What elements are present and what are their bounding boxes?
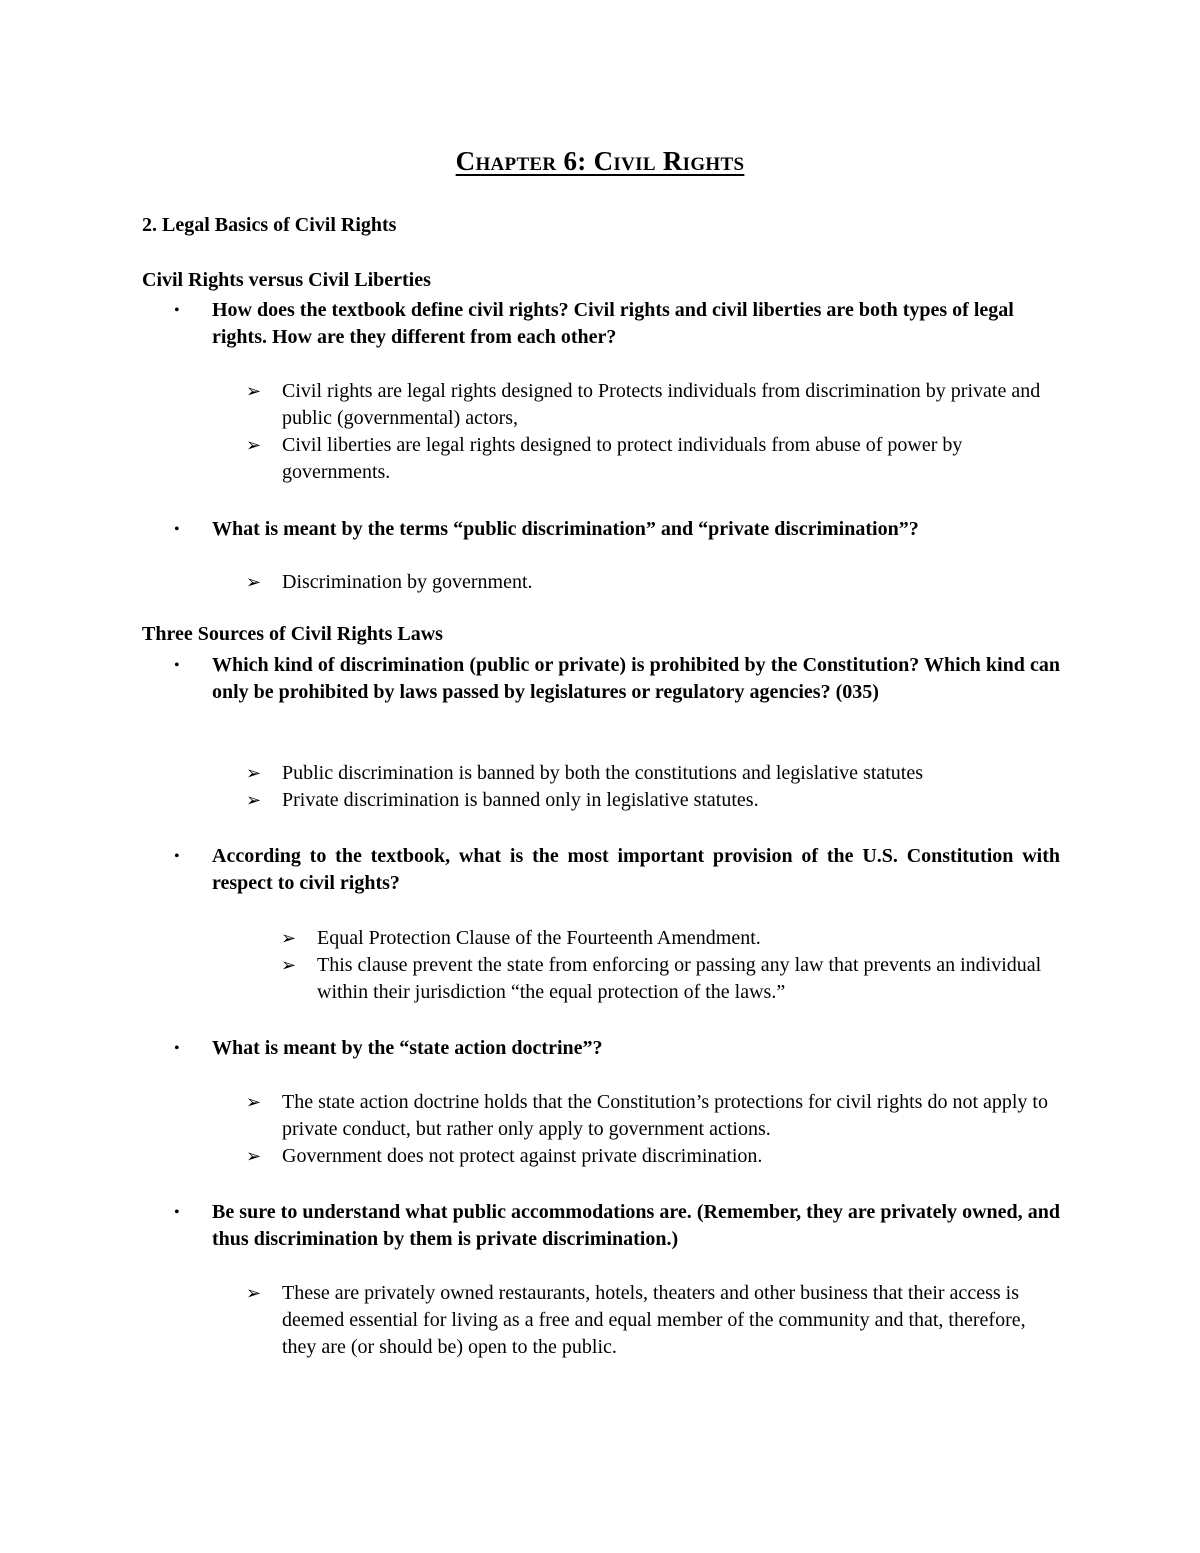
question-text: Which kind of discrimination (public or private) is prohibited by the Constitution? Which kind can only be prohibited by laws passed by legislatures or regulatory agencies? (035) [212, 654, 1060, 703]
answer-text: Equal Protection Clause of the Fourteenth Amendment. [317, 927, 761, 949]
answer-text: Public discrimination is banned by both the constitutions and legislative statutes [282, 762, 924, 784]
arrow-bullet-icon: ➢ [246, 1146, 262, 1166]
answer-text: The state action doctrine holds that the Constitution’s protections for civil rights do not apply to private conduct, but rather only apply to government actions. [282, 1091, 1048, 1140]
answer-item [246, 1280, 1062, 1361]
arrow-bullet-icon: ➢ [281, 928, 297, 948]
answer-text: Discrimination by government. [282, 571, 533, 593]
answer-item [246, 569, 1062, 596]
answer-item [281, 952, 1062, 1006]
answer-text: Private discrimination is banned only in legislative statutes. [282, 789, 759, 811]
arrow-bullet-icon: ➢ [246, 1283, 262, 1303]
bullet-icon: • [174, 302, 180, 319]
question-item [174, 1035, 1060, 1062]
question-item [174, 652, 1060, 706]
question-item [174, 516, 1060, 543]
answer-text: Government does not protect against private discrimination. [282, 1145, 763, 1167]
answer-item [246, 378, 1062, 432]
bullet-icon: • [174, 848, 180, 865]
answer-text: This clause prevent the state from enforcing or passing any law that prevents an individual within their jurisdiction “the equal protection of the laws.” [317, 954, 1042, 1003]
arrow-bullet-icon: ➢ [246, 572, 262, 592]
answer-item [246, 787, 1062, 814]
page-title: Chapter 6: Civil Rights [455, 146, 745, 176]
answer-item [246, 760, 1062, 787]
question-text: According to the textbook, what is the most important provision of the U.S. Constitution with respect to civil rights? [212, 845, 1060, 894]
bullet-icon: • [174, 1040, 180, 1057]
bullet-icon: • [174, 657, 180, 674]
question-text: Be sure to understand what public accommodations are. (Remember, they are privately owned, and thus discrimination by them is private discrimination.) [212, 1201, 1060, 1250]
arrow-bullet-icon: ➢ [246, 763, 262, 783]
question-item [174, 843, 1060, 897]
arrow-bullet-icon: ➢ [246, 381, 262, 401]
answer-item [246, 1089, 1062, 1143]
subheading-civil-rights-vs-liberties: Civil Rights versus Civil Liberties [142, 269, 431, 291]
answer-item [246, 1143, 1062, 1170]
question-text: How does the textbook define civil rights? Civil rights and civil liberties are both types of legal rights. How are they different from each other? [212, 299, 1014, 348]
question-text: What is meant by the “state action doctrine”? [212, 1037, 603, 1059]
question-item [174, 1199, 1060, 1253]
arrow-bullet-icon: ➢ [246, 435, 262, 455]
answer-item [281, 925, 1062, 952]
answer-text: These are privately owned restaurants, hotels, theaters and other business that their access is deemed essential for living as a free and equal member of the community and that, therefore, they are (or should be) open to the public. [282, 1282, 1026, 1358]
question-item [174, 297, 1060, 351]
section-heading: 2. Legal Basics of Civil Rights [142, 214, 397, 236]
question-text: What is meant by the terms “public discrimination” and “private discrimination”? [212, 518, 919, 540]
subheading-three-sources: Three Sources of Civil Rights Laws [142, 623, 443, 645]
arrow-bullet-icon: ➢ [246, 790, 262, 810]
answer-text: Civil liberties are legal rights designed to protect individuals from abuse of power by governments. [282, 434, 963, 483]
arrow-bullet-icon: ➢ [281, 955, 297, 975]
answer-item [246, 432, 1062, 486]
answer-text: Civil rights are legal rights designed to Protects individuals from discrimination by private and public (governmental) actors, [282, 380, 1041, 429]
bullet-icon: • [174, 1204, 180, 1221]
bullet-icon: • [174, 521, 180, 538]
arrow-bullet-icon: ➢ [246, 1092, 262, 1112]
